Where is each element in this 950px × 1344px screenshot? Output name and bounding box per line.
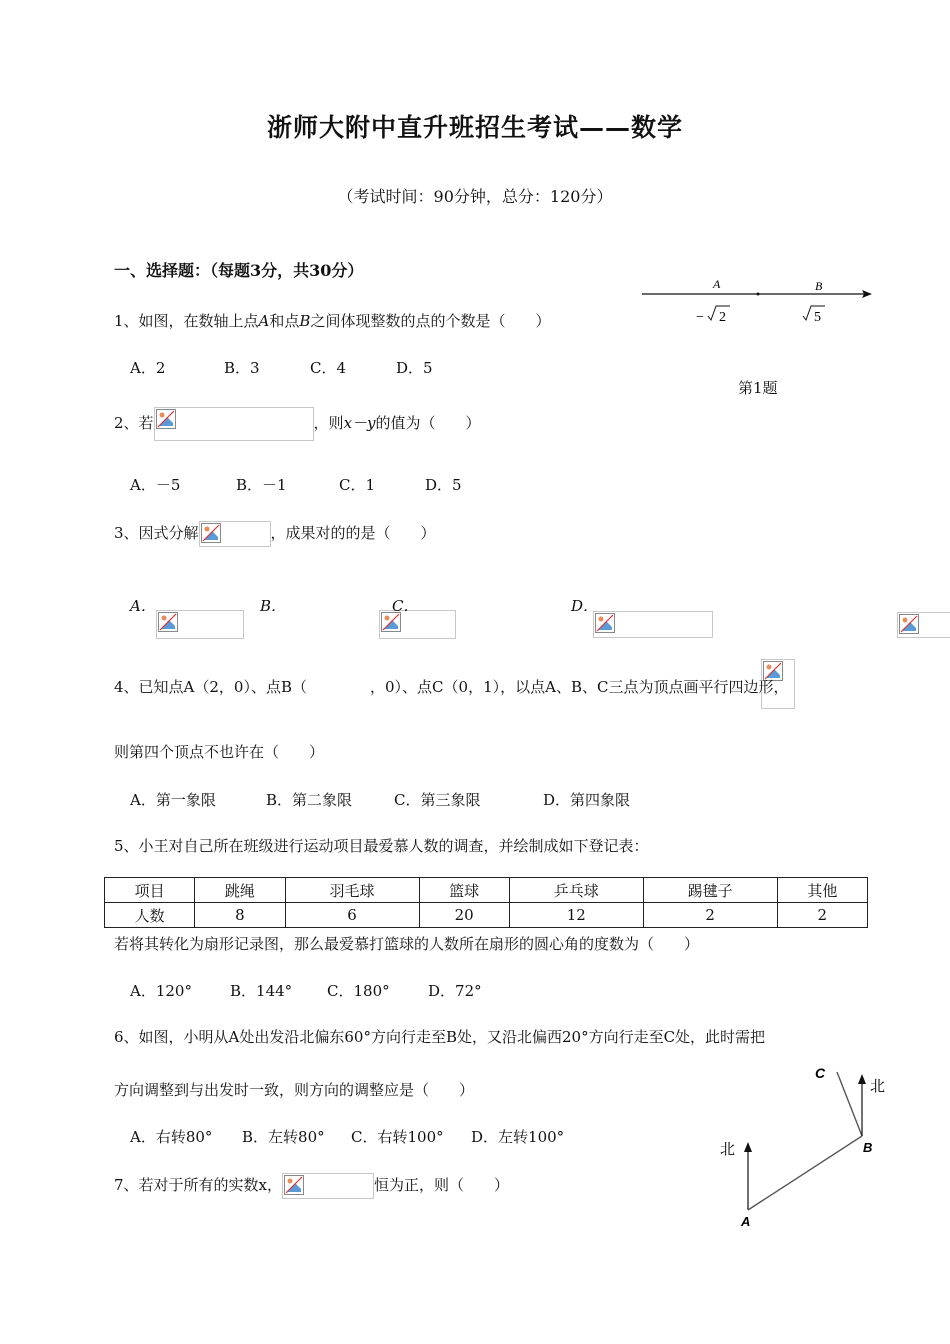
question-4-options — [130, 789, 630, 810]
point-c-label: C — [815, 1065, 826, 1081]
q5-option-b[interactable]: B．144° — [230, 982, 293, 1000]
q1-option-b[interactable]: B．3 — [224, 359, 260, 377]
q4-option-c[interactable]: C．第三象限 — [394, 791, 481, 809]
table-cell: 篮球 — [419, 878, 509, 903]
q6-option-d[interactable]: D．左转100° — [471, 1128, 565, 1146]
table-cell: 项目 — [105, 878, 195, 903]
figure-1-caption: 第1题 — [738, 379, 778, 397]
formula-image — [154, 407, 314, 441]
formula-image — [282, 1173, 374, 1199]
q6-option-a[interactable]: A．右转80° — [130, 1128, 213, 1146]
point-b-label: B — [863, 1140, 873, 1155]
q2-option-d[interactable]: D．5 — [425, 476, 462, 494]
q6-option-c[interactable]: C．右转100° — [351, 1128, 444, 1146]
table-cell: 8 — [195, 903, 285, 928]
question-4-line2: 则第四个顶点不也许在（ ） — [114, 743, 325, 761]
question-5-followup: 若将其转化为扇形记录图，那么最爱慕打篮球的人数所在扇形的圆心角的度数为（ ） — [114, 935, 700, 953]
table-cell: 2 — [643, 903, 777, 928]
table-row — [105, 903, 868, 928]
table-cell: 羽毛球 — [285, 878, 419, 903]
question-4-line1: 4、已知点A（2，0）、点B（ — [114, 678, 307, 696]
q5-option-d[interactable]: D．72° — [428, 982, 482, 1000]
question-2-options — [130, 474, 462, 495]
table-cell: 6 — [285, 903, 419, 928]
table-cell: 人数 — [105, 903, 195, 928]
question-7: 7、若对于所有的实数x， 恒为正，则（ ） — [114, 1173, 509, 1199]
question-6-options — [130, 1126, 564, 1147]
question-5: 5、小王对自己所在班级进行运动项目最爱慕人数的调查，并绘制成如下登记表： — [114, 837, 649, 855]
q2-option-b[interactable]: B．－1 — [236, 476, 287, 494]
radicand-a: 2 — [719, 310, 726, 325]
table-cell: 踢毽子 — [643, 878, 777, 903]
point-b-label: B — [815, 279, 823, 293]
question-6-line1: 6、如图，小明从A处出发沿北偏东60°方向行走至B处，又沿北偏西20°方向行走至C处，此时需把 — [114, 1028, 766, 1046]
question-5-options — [130, 980, 482, 1001]
image-placeholder-icon — [284, 1175, 304, 1195]
survey-table — [104, 877, 868, 928]
q5-option-a[interactable]: A．120° — [130, 982, 192, 1000]
q4-option-a[interactable]: A．第一象限 — [130, 791, 216, 809]
question-3: 3、因式分解 ，成果对的的是（ ） — [114, 521, 436, 547]
q3-option-a[interactable]: A． — [130, 597, 156, 615]
q1-option-c[interactable]: C．4 — [310, 359, 347, 377]
q3-option-a-image — [156, 610, 244, 639]
q4-option-b[interactable]: B．第二象限 — [266, 791, 353, 809]
direction-figure — [710, 1060, 900, 1235]
q3-option-b[interactable]: B． — [260, 597, 287, 615]
table-cell: 2 — [777, 903, 867, 928]
q3-option-c-image — [593, 611, 713, 638]
question-2: 2、若 ，则x－y的值为（ ） — [114, 407, 481, 441]
radicand-b: 5 — [814, 310, 821, 325]
section-heading: 一、选择题：（每题3分，共30分） — [114, 261, 364, 280]
image-placeholder-icon — [158, 612, 178, 632]
point-a-label: A — [713, 277, 721, 291]
q3-option-c[interactable]: C． — [392, 597, 419, 615]
q3-option-d-image — [897, 612, 950, 638]
q3-option-d[interactable]: D． — [571, 597, 599, 615]
point-a-label: A — [741, 1214, 751, 1229]
question-1-options — [130, 357, 433, 378]
image-placeholder-icon — [201, 523, 221, 543]
table-cell: 乒乓球 — [509, 878, 643, 903]
image-placeholder-icon — [156, 409, 176, 429]
minus-sign: − — [696, 310, 704, 325]
q6-option-b[interactable]: B．左转80° — [242, 1128, 325, 1146]
table-cell: 20 — [419, 903, 509, 928]
q1-option-a[interactable]: A．2 — [130, 359, 166, 377]
page-title: 浙师大附中直升班招生考试——数学 — [266, 113, 683, 142]
q4-option-d[interactable]: D．第四象限 — [543, 791, 631, 809]
question-4-line1-end: ，0）、点C（0，1），以点A、B、C三点为顶点画平行四边形， — [370, 678, 789, 696]
question-6-line2: 方向调整到与出发时一致，则方向的调整应是（ ） — [114, 1081, 475, 1099]
q5-option-c[interactable]: C．180° — [327, 982, 390, 1000]
table-row — [105, 878, 868, 903]
table-cell: 跳绳 — [195, 878, 285, 903]
table-cell: 其他 — [777, 878, 867, 903]
exam-info: （考试时间：90分钟，总分：120分） — [337, 187, 613, 206]
north-label-a: 北 — [720, 1140, 736, 1158]
formula-image — [199, 521, 271, 547]
table-cell: 12 — [509, 903, 643, 928]
q2-option-a[interactable]: A．－5 — [130, 476, 181, 494]
q2-option-c[interactable]: C．1 — [339, 476, 376, 494]
north-label-b: 北 — [870, 1077, 886, 1095]
number-line-figure — [640, 272, 880, 332]
q1-option-d[interactable]: D．5 — [396, 359, 433, 377]
image-placeholder-icon — [899, 614, 919, 634]
question-1: 1、如图，在数轴上点A和点B之间体现整数的点的个数是（ ） — [114, 312, 551, 330]
